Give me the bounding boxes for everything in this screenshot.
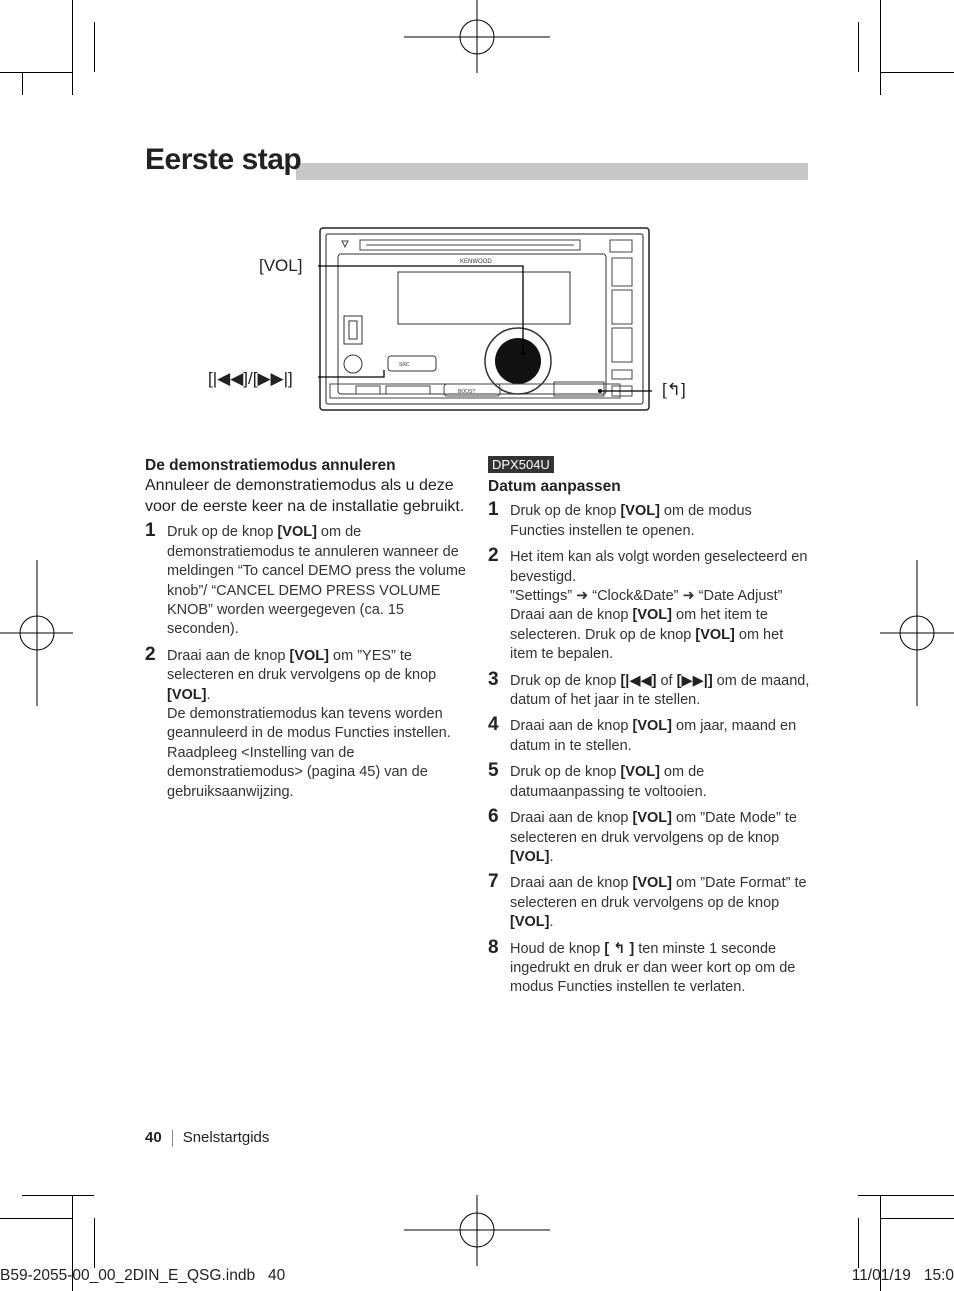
- boost-label: BOOST: [458, 389, 476, 395]
- date-step-8: 8 Houd de knop [ ↰ ] ten minste 1 seconde ingedrukt en druk er dan weer kort op om de modus Functies instellen te verlaten.: [488, 936, 796, 996]
- demo-intro: Annuleer de demonstratiemodus als u deze voor de eerste keer na de installatie gebruikt.: [145, 477, 465, 516]
- step-number: 2: [145, 643, 156, 665]
- step-number: 5: [488, 760, 499, 782]
- brand-label: KENWOOD: [460, 259, 492, 265]
- date-step-5: 5 Druk op de knop [VOL] om de datumaanpassing te voltooien.: [488, 760, 707, 800]
- step-number: 8: [488, 936, 499, 958]
- demo-step-2: 2 Draai aan de knop [VOL] om ”YES” te selecteren en druk vervolgens op de knop [VOL]. De demonstratiemodus kan tevens worden geannuleerd in de modus Functies instellen. Raadpleeg <Instelling van de demonstratiemodus> (pagina 45) van de gebruiksaanwijzing.: [145, 647, 467, 802]
- page-number: 40: [145, 1129, 162, 1146]
- car-stereo-illustration: [318, 226, 652, 412]
- date-step-7: 7 Draai aan de knop [VOL] om ”Date Format” te selecteren en druk vervolgens op de knop [VOL].: [488, 871, 807, 931]
- title-bar: [296, 163, 808, 180]
- model-tag: DPX504U: [488, 456, 554, 473]
- demo-step-1: 1 Druk op de knop [VOL] om de demonstratiemodus te annuleren wanneer de meldingen “To cancel DEMO press the volume knob”/ “CANCEL DEMO PRESS VOLUME KNOB” worden weergegeven (ca. 15 seconden).: [145, 520, 466, 638]
- footer-divider: [172, 1130, 173, 1147]
- date-step-3: 3 Druk op de knop [|◀◀] of [▶▶|] om de maand, datum of het jaar in te stellen.: [488, 668, 810, 709]
- step-number: 2: [488, 545, 499, 567]
- step-number: 7: [488, 871, 499, 893]
- step-number: 1: [145, 520, 156, 542]
- step-number: 3: [488, 668, 499, 690]
- date-step-2: 2 Het item kan als volgt worden geselecteerd en bevestigd. ”Settings” ➜ “Clock&Date” ➜ “Date Adjust” Draai aan de knop [VOL] om het item te selecteren. Druk op de knop [VOL] om het item te bepalen.: [488, 548, 810, 664]
- slug-file: B59-2055-00_00_2DIN_E_QSG.indb 40: [0, 1267, 286, 1284]
- page-footer: [145, 1129, 269, 1147]
- src-label: SRC: [399, 362, 410, 368]
- back-callout: [↰]: [662, 380, 686, 399]
- step-number: 6: [488, 806, 499, 828]
- vol-callout: [VOL]: [259, 256, 303, 275]
- step-number: 4: [488, 714, 499, 736]
- date-step-1: 1 Druk op de knop [VOL] om de modus Functies instellen te openen.: [488, 499, 752, 539]
- date-adjust-section: [488, 456, 810, 1005]
- step-number: 1: [488, 499, 499, 521]
- demo-heading: De demonstratiemodus annuleren: [145, 457, 396, 474]
- demo-cancel-section: [145, 456, 467, 809]
- menu-path: ”Settings” ➜ “Clock&Date” ➜ “Date Adjust”: [510, 588, 783, 605]
- date-step-4: 4 Draai aan de knop [VOL] om jaar, maand en datum in te stellen.: [488, 714, 797, 754]
- skip-callout: [|◀◀]/[▶▶|]: [208, 369, 293, 388]
- slug-date: 11/01/19 15:0: [851, 1267, 954, 1284]
- date-heading: Datum aanpassen: [488, 478, 621, 495]
- demo-step-2-note: De demonstratiemodus kan tevens worden geannuleerd in de modus Functies instellen. Raadpleeg <Instelling van de demonstratiemodus> (pagina 45) van de gebruiksaanwijzing.: [167, 706, 451, 800]
- section-name: Snelstartgids: [182, 1129, 270, 1146]
- date-step-6: 6 Draai aan de knop [VOL] om ”Date Mode” te selecteren en druk vervolgens op de knop [VOL].: [488, 806, 797, 865]
- page-title: Eerste stap: [145, 143, 302, 176]
